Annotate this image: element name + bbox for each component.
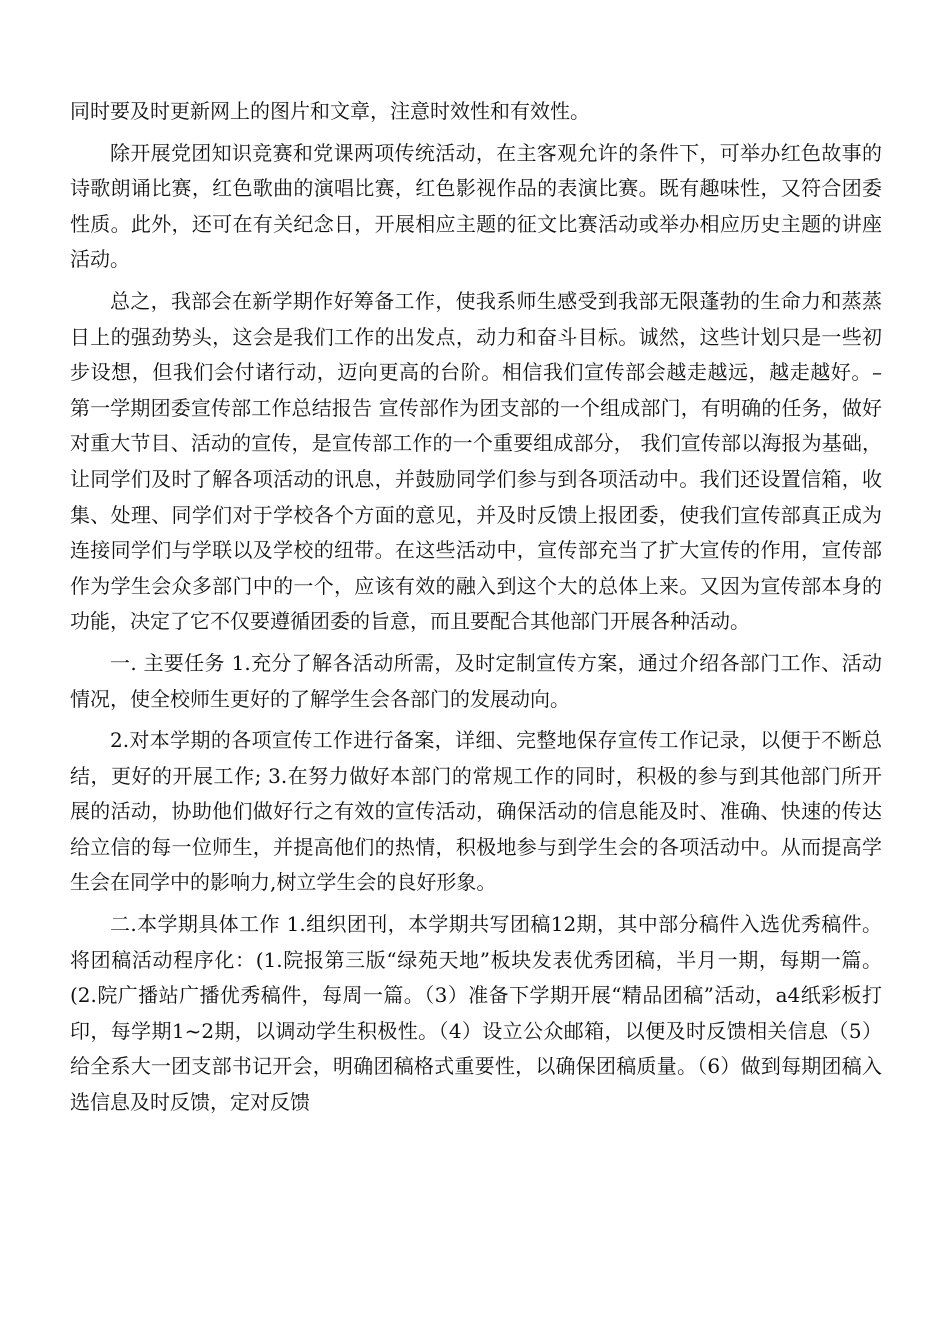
paragraph-3: 总之，我部会在新学期作好筹备工作，使我系师生感受到我部无限蓬勃的生命力和蒸蒸日上的强劲势头，这会是我们工作的出发点，动力和奋斗目标。诚然，这些计划只是一些初步设想，但我们会付诸行动，迈向更高的台阶。相信我们宣传部会越走越远，越走越好。– 第一学期团委宣传部工作总结报告 宣传部作为团支部的一个组成部门，有明确的任务，做好对重大节目、活动的宣传，是宣传部工作的一个重要组成部分， 我们宣传部以海报为基础，让同学们及时了解各项活动的讯息，并鼓励同学们参与到各项活动中。我们还设置信箱，收集、处理、同学们对于学校各个方面的意见，并及时反馈上报团委，使我们宣传部真正成为连接同学们与学联以及学校的纽带。在这些活动中，宣传部充当了扩大宣传的作用，宣传部作为学生会众多部门中的一个，应该有效的融入到这个大的总体上来。又因为宣传部本身的功能，决定了它不仅要遵循团委的旨意，而且要配合其他部门开展各种活动。	[70, 288, 882, 634]
paragraph-1: 同时要及时更新网上的图片和文章，注意时效性和有效性。	[70, 99, 590, 123]
paragraph-6: 二.本学期具体工作 1.组织团刊，本学期共写团稿12期，其中部分稿件入选优秀稿件。将团稿活动程序化：(1.院报第三版“绿苑天地”板块发表优秀团稿，半月一期，每期一篇。(2.院广播站广播优秀稿件，每周一篇。（3）准备下学期开展“精品团稿”活动，a4纸彩板打印，每学期1~2期，以调动学生积极性。（4）设立公众邮箱，以便及时反馈相关信息（5）给全系大一团支部书记开会，明确团稿格式重要性，以确保团稿质量。（6）做到每期团稿入选信息及时反馈，定对反馈	[70, 912, 882, 1115]
paragraph-2: 除开展党团知识竞赛和党课两项传统活动，在主客观允许的条件下，可举办红色故事的诗歌朗诵比赛，红色歌曲的演唱比赛，红色影视作品的表演比赛。既有趣味性，又符合团委性质。此外，还可在有关纪念日，开展相应主题的征文比赛活动或举办相应历史主题的讲座活动。	[70, 140, 882, 272]
paragraph-5: 2.对本学期的各项宣传工作进行备案，详细、完整地保存宣传工作记录，以便于不断总结，更好的开展工作; 3.在努力做好本部门的常规工作的同时，积极的参与到其他部门所开展的活动，协助他们做好行之有效的宣传活动，确保活动的信息能及时、准确、快速的传达给立信的每一位师生，并提高他们的热情，积极地参与到学生会的各项活动中。从而提高学生会在同学中的影响力,树立学生会的良好形象。	[70, 728, 882, 895]
document-body	[70, 94, 882, 1121]
paragraph-4: 一. 主要任务 1.充分了解各活动所需，及时定制宣传方案，通过介绍各部门工作、活动情况，使全校师生更好的了解学生会各部门的发展动向。	[70, 650, 882, 711]
